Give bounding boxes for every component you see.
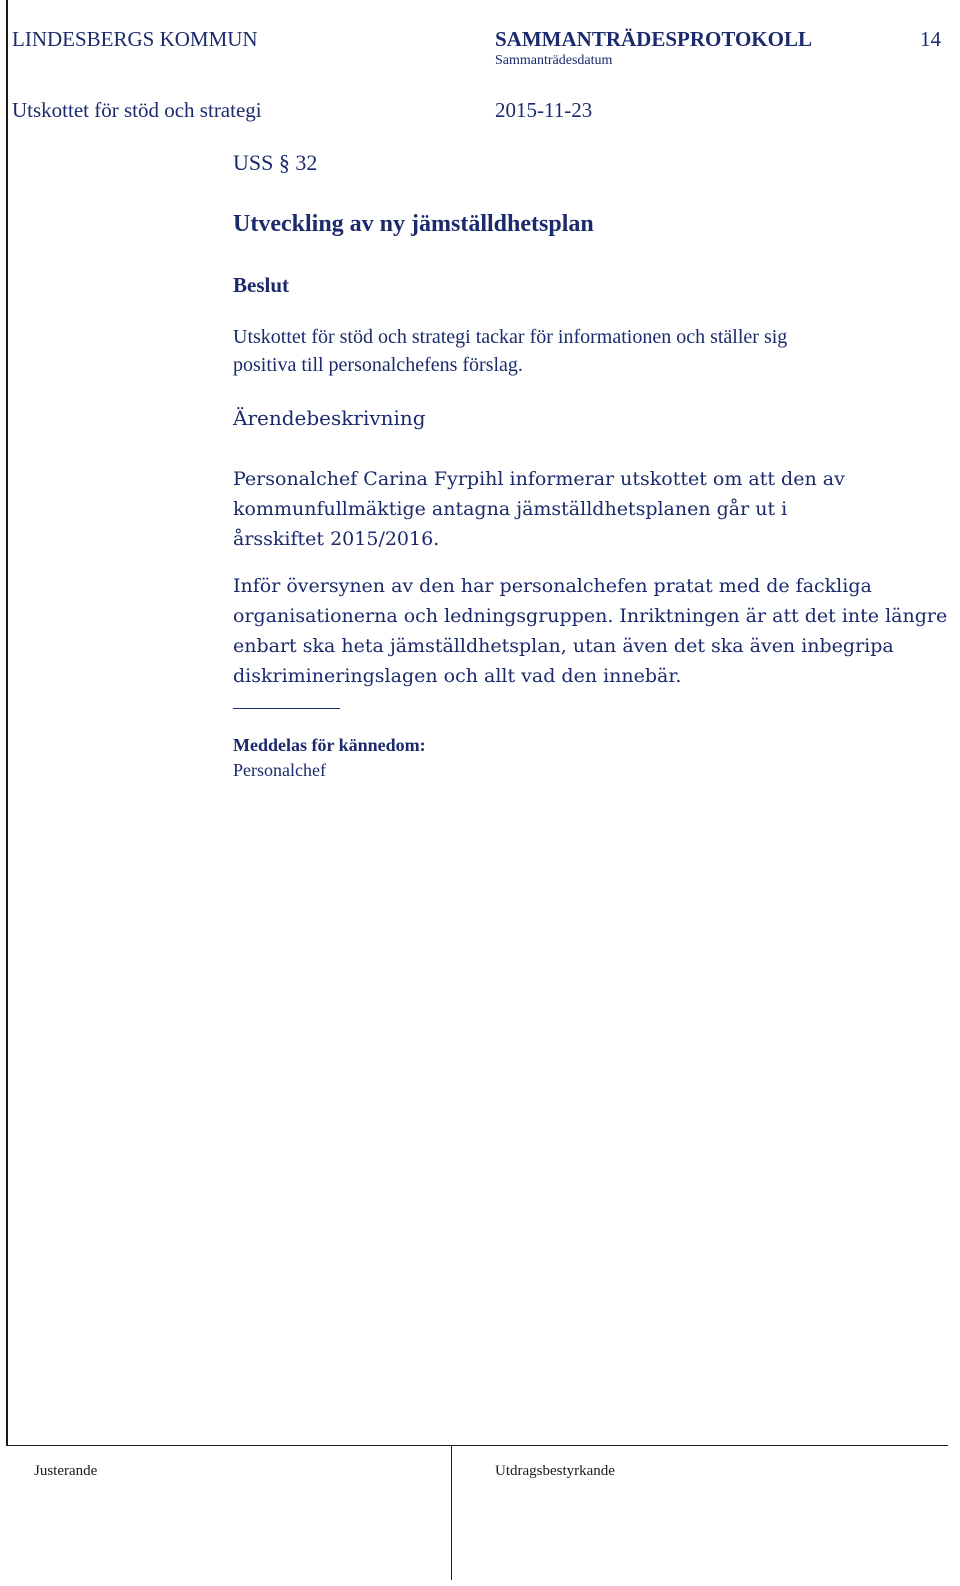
- meeting-date: 2015-11-23: [495, 98, 593, 122]
- municipality-name: LINDESBERGS KOMMUN: [12, 27, 258, 51]
- decision-heading: Beslut: [233, 273, 290, 297]
- footer-justerande-label: Justerande: [34, 1463, 98, 1479]
- page-number: 14: [920, 27, 941, 51]
- description-paragraph-2: Inför översynen av den har personalchefen pratat med de fackliga organisationerna och ledningsgruppen. Inriktningen är att det inte längre enbart ska heta jämställdhetsplan, utan även det ska även inbegripa diskrimineringslagen och allt vad den innebär.: [233, 575, 948, 687]
- separator-rule: [233, 708, 340, 709]
- footer-utdragsbestyrkande-label: Utdragsbestyrkande: [495, 1463, 615, 1479]
- footer-column-divider: [451, 1446, 452, 1580]
- decision-line-1: Utskottet för stöd och strategi tackar för informationen och ställer sig: [233, 326, 788, 348]
- date-label: Sammanträdesdatum: [495, 53, 613, 68]
- page-title: Utveckling av ny jämställdhetsplan: [233, 211, 594, 237]
- left-margin-line: [6, 0, 8, 1445]
- notification-recipient: Personalchef: [233, 760, 326, 780]
- footer-divider-line: [6, 1445, 948, 1446]
- decision-line-2: positiva till personalchefens förslag.: [233, 354, 523, 376]
- description-heading: Ärendebeskrivning: [233, 406, 426, 430]
- description-paragraph-1: Personalchef Carina Fyrpihl informerar utskottet om att den av kommunfullmäktige antagna jämställdhetsplanen går ut i årsskiftet 2015/2016.: [233, 468, 845, 550]
- committee-name: Utskottet för stöd och strategi: [12, 98, 262, 122]
- notification-heading: Meddelas för kännedom:: [233, 735, 426, 755]
- paragraph-reference: USS § 32: [233, 150, 318, 175]
- document-type: SAMMANTRÄDESPROTOKOLL: [495, 27, 812, 51]
